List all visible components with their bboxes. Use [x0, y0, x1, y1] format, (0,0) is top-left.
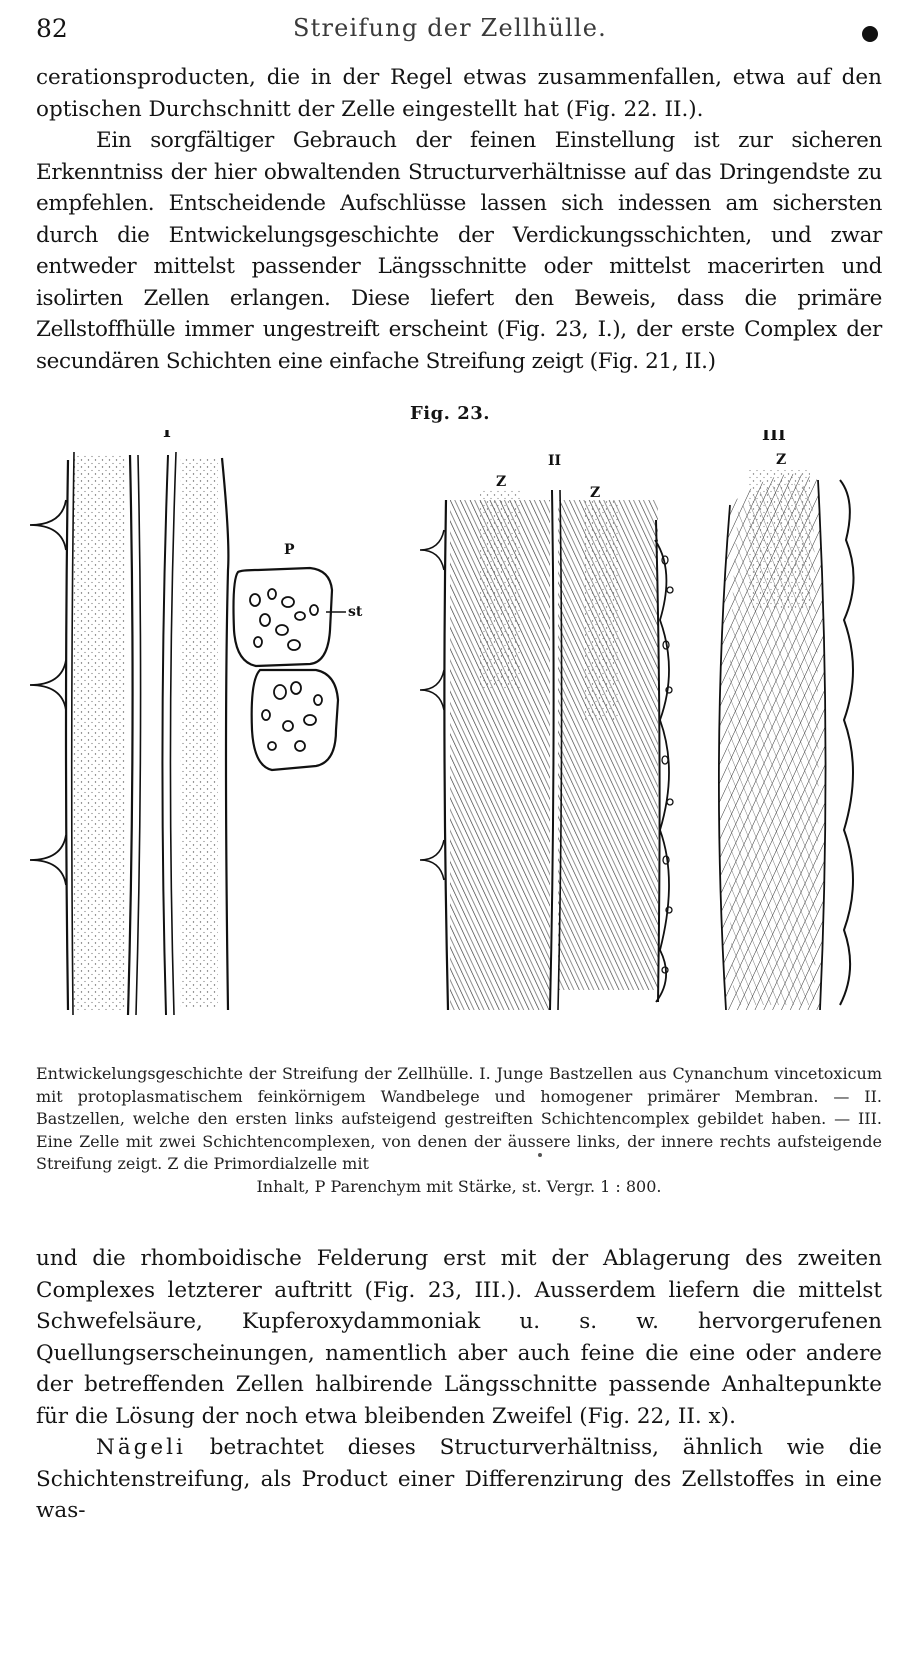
- panel-1-drawing: [30, 430, 363, 1015]
- ink-speck: [538, 1153, 542, 1157]
- figure-illustration: [10, 430, 890, 1040]
- parenchyma-label: P: [284, 542, 295, 558]
- page-header: [36, 14, 864, 48]
- running-title: Streifung der Zellhülle.: [292, 14, 608, 42]
- caption-last-line: Inhalt, P Parenchym mit Stärke, st. Vergr. 1 : 800.: [256, 1176, 662, 1196]
- primordial-cell-label-right: Z: [590, 485, 601, 501]
- paragraph-naegeli-text: betrachtet dieses Structurverhältniss, ähnlich wie die Schichtenstreifung, als Product einer Differenzirung des Zellstoffes in eine was-: [36, 1435, 882, 1523]
- panel-2-drawing: [420, 453, 673, 1010]
- cell-1-protoplasm: [72, 455, 126, 1010]
- parenchyma-cell-upper: [234, 568, 333, 666]
- paragraph-naegeli: [36, 1432, 882, 1527]
- cell-2-protoplasm: [180, 458, 218, 1008]
- panel-2-label: II: [548, 453, 562, 469]
- figure-23: [10, 430, 890, 1040]
- figure-caption: [36, 1063, 882, 1198]
- caption-main-text: Entwickelungsgeschichte der Streifung der Zellhülle. I. Junge Bastzellen aus Cynanchum vincetoxicum mit protoplasmatischem feinkörnigem Wandbelege und homogener primärer Membran. — II. Bastzellen, welche den ersten links aufsteigend gestreiften Schichtencomplex gebildet haben. — III. Eine Zelle mit zwei Schichtencomplexen, von denen der äussere links, der innere rechts aufsteigende Streifung zeigt. Z die Primordialzelle mit: [36, 1064, 882, 1173]
- panel-3-label: III: [762, 430, 786, 445]
- author-name: Nägeli: [96, 1435, 186, 1460]
- paragraph-continuation: cerationsproducten, die in der Regel etwas zusammenfallen, etwa auf den optischen Durchschnitt der Zelle eingestellt hat (Fig. 22. II.).: [36, 65, 882, 122]
- panel-1-label: I: [163, 430, 171, 442]
- starch-label: st: [348, 604, 363, 620]
- paragraph-fine-focus: Ein sorgfältiger Gebrauch der feinen Einstellung ist zur sicheren Erkenntniss der hier obwaltenden Structurverhältnisse auf das Dringendste zu empfehlen. Entscheidende Aufschlüsse lassen sich indessen am sichersten durch die Entwickelungsgeschichte der Verdickungsschichten, und zwar entweder mittelst passender Längsschnitte oder mittelst macerirten und isolirten Zellen erlangen. Diese liefert den Beweis, dass die primäre Zellstoffhülle immer ungestreift erscheint (Fig. 23, I.), der erste Complex der secundären Schichten eine einfache Streifung zeigt (Fig. 21, II.): [36, 128, 882, 374]
- figure-title: Fig. 23.: [409, 403, 491, 424]
- panel-3-drawing: [719, 430, 854, 1010]
- primordial-cell-label-left: Z: [496, 474, 507, 490]
- top-text-block: [36, 62, 882, 377]
- page-number: 82: [36, 14, 68, 43]
- ink-blot-icon: [862, 26, 878, 42]
- paragraph-rhomboid-areolation: und die rhomboidische Felderung erst mit der Ablagerung des zweiten Complexes letzterer auftritt (Fig. 23, III.). Ausserdem liefern die mittelst Schwefelsäure, Kupferoxydammoniak u. s. w. hervorgerufenen Quellungserscheinungen, namentlich aber auch feine die eine oder andere der betreffenden Zellen halbirende Längsschnitte passende Anhaltepunkte für die Lösung der noch etwa bleibenden Zweifel (Fig. 22, II. x).: [36, 1246, 882, 1429]
- primordial-cell-label-panel-3: Z: [776, 452, 787, 468]
- bottom-text-block: [36, 1243, 882, 1527]
